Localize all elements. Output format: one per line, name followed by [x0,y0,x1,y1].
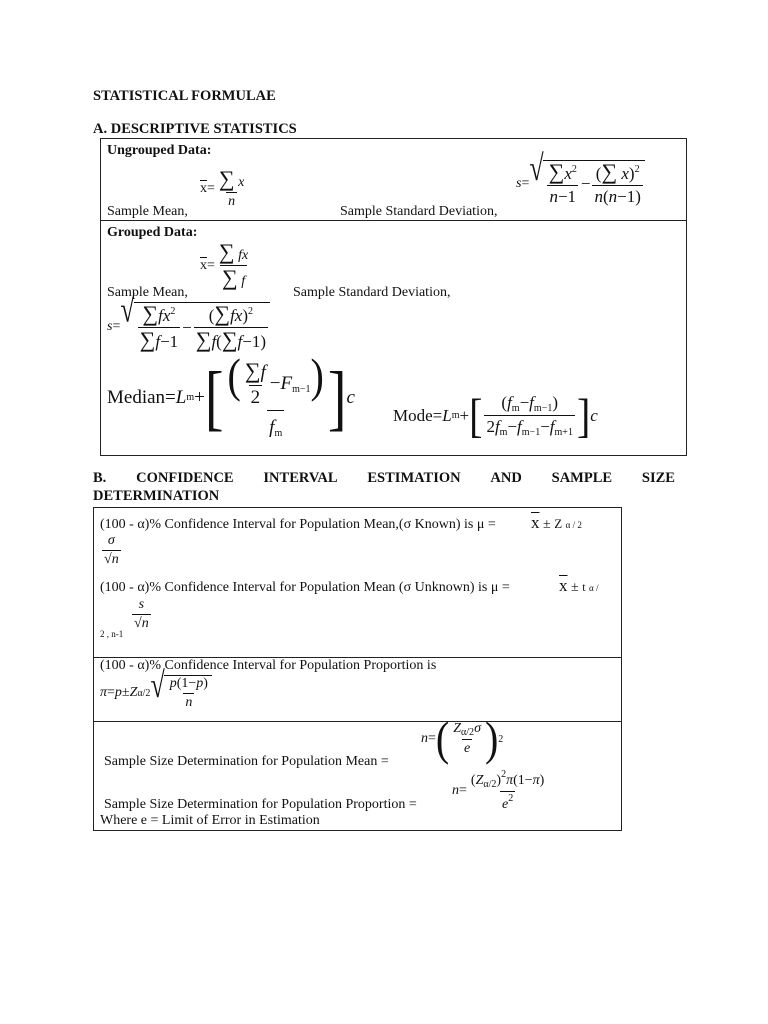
ci-mean-unknown-formula: $\overline{x} \pm t$ α / [559,576,599,595]
error-definition: Where e = Limit of Error in Estimation [100,813,320,828]
sample-size-mean-formula: n = ( $\frac{Z_{\alpha/2}\sigma}{e}$ ) 2 [421,711,504,766]
section-b-word: AND [490,470,522,486]
ci-mean-known-text: (100 - α)% Confidence Interval for Population Mean,(σ Known) is μ = [100,517,496,532]
section-b-heading [93,470,675,487]
section-b-word: INTERVAL [263,470,338,486]
ungrouped-sd-label: Sample Standard Deviation, [340,204,498,219]
grouped-heading: Grouped Data: [107,225,198,240]
box-divider [93,721,622,722]
section-b-word: CONFIDENCE [136,470,234,486]
document-title: STATISTICAL FORMULAE [93,88,276,104]
ci-s-over-root-n: $\frac{s}{√n}$ [134,597,149,631]
median-formula: Median = L m + [ ( $\frac{\sum f}{2}$ $-F_{m-1}$) $f_m$ ] c [107,348,355,440]
sample-size-mean-label: Sample Size Determination for Population Mean = [104,754,389,769]
mode-label: Mode [393,405,433,425]
t-subscript-tail: 2 , n-1 [100,629,124,639]
sample-size-prop-formula: n = $\frac{(Z_{\alpha/2})^2\pi(1-\pi)}{e^2}$ [452,769,545,812]
grouped-mean-label: Sample Mean, [107,285,188,300]
ci-sigma-over-root-n: $\frac{\sigma}{√n}$ [104,533,119,567]
mode-formula: Mode = L m + [ $\frac{(f_m-f_{m-1})}{2f_m-f_{m-1}-f_{m+1}}$ ] c [393,387,598,442]
section-b-word: B. [93,470,107,486]
ungrouped-heading: Ungrouped Data: [107,143,212,158]
grouped-sd-label: Sample Standard Deviation, [293,285,451,300]
ungrouped-sd-formula: s = √ $\frac{\sum x^2}{n-1}$ − $\frac{(\sum x)^2}{n(n-1)}$ [516,160,645,207]
sample-size-prop-label: Sample Size Determination for Population Proportion = [104,797,417,812]
section-b-word: ESTIMATION [367,470,461,486]
grouped-mean-formula: $\overline{x}$ = $\frac{\sum fx}{\sum f}$ [200,239,249,290]
section-b-heading-line2: DETERMINATION [93,488,220,504]
section-b-word: SAMPLE [551,470,613,486]
ungrouped-mean-formula: $\overline{x}$ = $\frac{\sum x}{n}$ [200,166,245,209]
median-label: Median [107,386,166,408]
ci-mean-known-formula: $\overline{x} \pm Z$ α / 2 [531,513,582,532]
ci-proportion-formula: π = p ± Z α/2 √ $\frac{p(1-p)}{n}$ [100,675,212,711]
ci-mean-unknown-text: (100 - α)% Confidence Interval for Population Mean (σ Unknown) is μ = [100,580,510,595]
grouped-sd-formula: s = √ $\frac{\sum fx^2}{\sum f-1}$ − $\frac{(\sum fx)^2}{\sum f(\sum f-1)}$ [107,302,270,352]
section-b-word: SIZE [641,470,675,486]
ungrouped-mean-label: Sample Mean, [107,204,188,219]
ci-proportion-text: (100 - α)% Confidence Interval for Population Proportion is [100,658,437,673]
box-divider [100,220,687,221]
section-a-heading: A. DESCRIPTIVE STATISTICS [93,121,297,137]
